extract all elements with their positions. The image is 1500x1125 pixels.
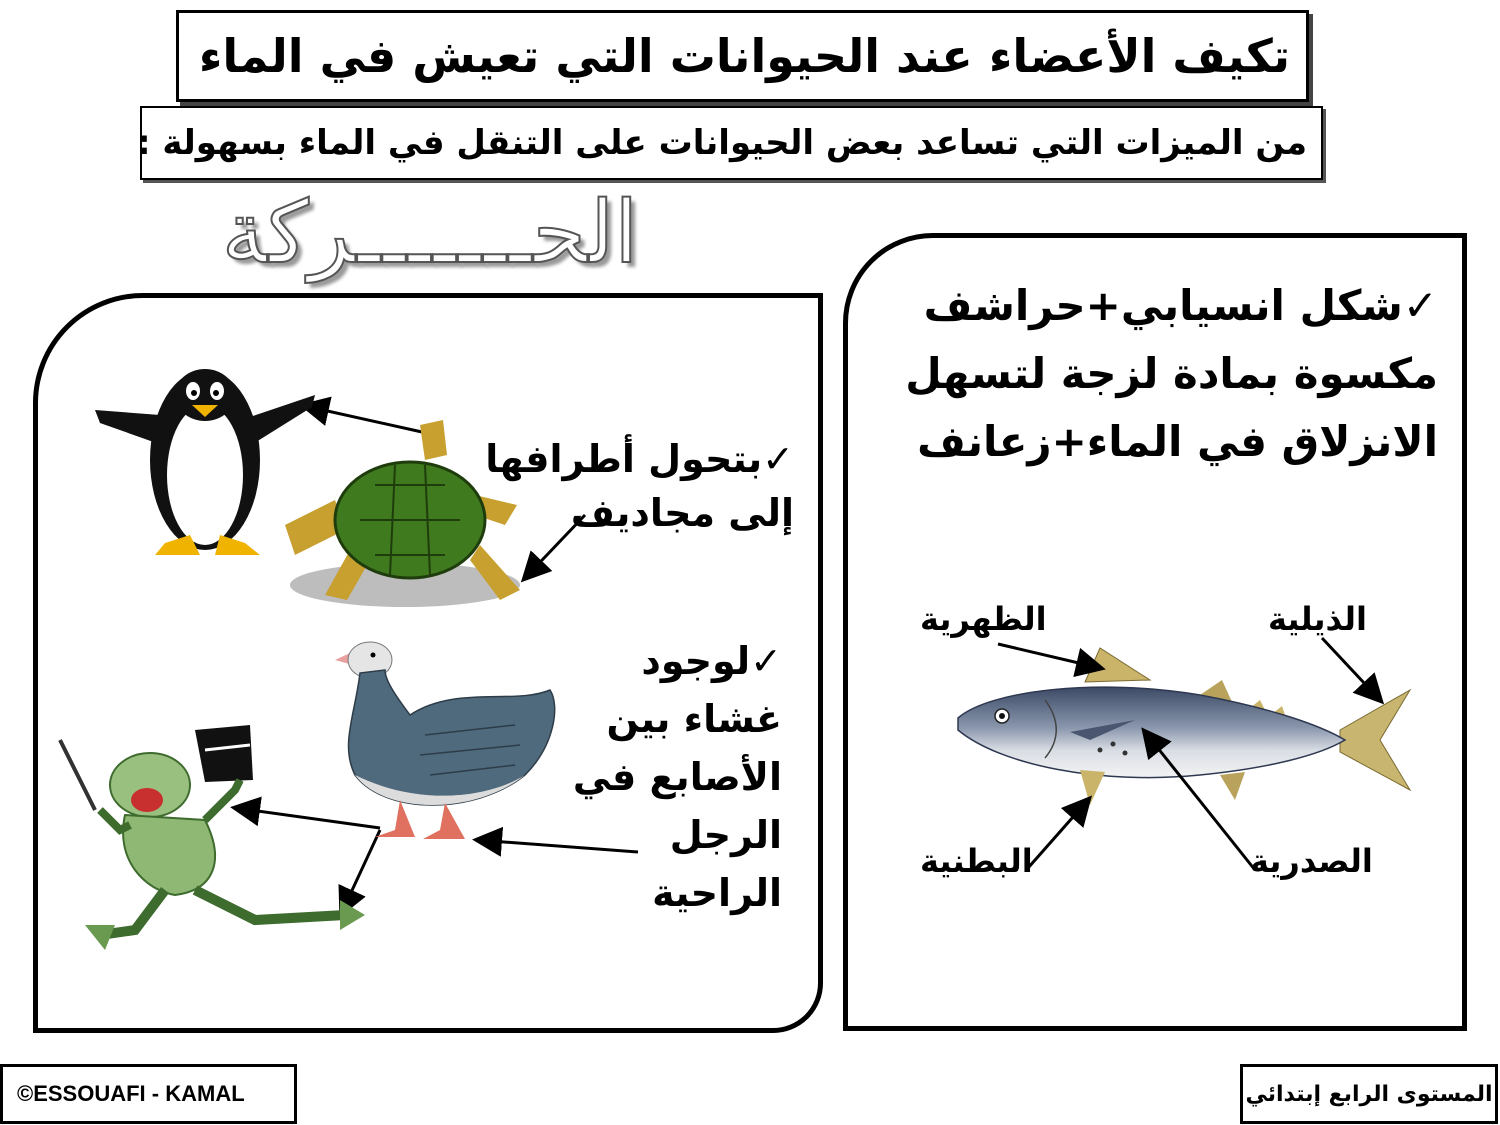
fish-line-3: الانزلاق في الماء+زعانف [917,417,1438,466]
webbed-description: ✓لوجود غشاء بين الأصابع في الرجل الراحية [572,639,782,915]
check-icon: ✓ [1402,281,1438,330]
label-ventral-fin: البطنية [920,842,1033,880]
arrow-dorsal [998,644,1100,668]
fish-line-2: مكسوة بمادة لزجة لتسهل [905,349,1438,398]
arrow-pectoral [1145,732,1255,870]
label-dorsal-fin: الظهرية [920,600,1047,638]
frog-image [55,720,375,955]
arrow-caudal [1322,638,1380,700]
flipper-description: ✓بتحول أطرافها إلى مجاديف [485,437,794,535]
check-icon: ✓ [762,437,794,481]
copyright-text: ©ESSOUAFI - KAMAL [17,1081,245,1106]
label-pectoral-fin: الصدرية [1250,842,1373,880]
label-caudal-fin: الذيلية [1268,600,1368,638]
level-box [1240,1064,1498,1124]
page-title: تكيف الأعضاء عند الحيوانات التي تعيش في الماء [198,29,1290,83]
fish-line-1: ✓شكل انسيابي+حراشف [923,281,1438,330]
section-title: الحـــــــركة [221,183,639,283]
level-text: المستوى الرابع إبتدائي [1245,1081,1493,1107]
copyright-box [0,1064,297,1124]
subtitle: من الميزات التي تساعد بعض الحيوانات على التنقل في الماء بسهولة : [136,123,1307,163]
turtle-image [275,415,525,615]
arrow-ventral [1028,800,1088,868]
check-icon: ✓ [750,639,782,683]
